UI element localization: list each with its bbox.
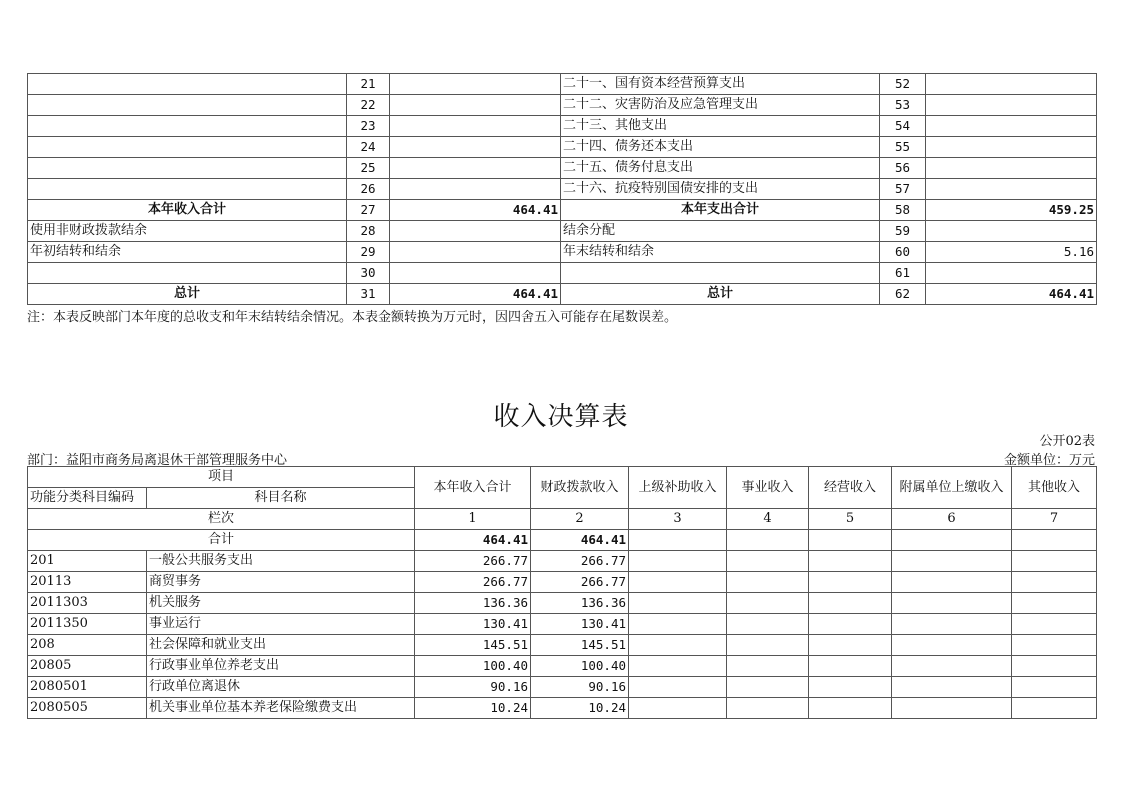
total-row <box>28 530 1097 551</box>
left-label <box>28 179 347 200</box>
amount-cell <box>629 551 727 572</box>
page-title: 收入决算表 <box>493 402 629 432</box>
summary-row <box>28 95 1097 116</box>
amount-cell <box>892 551 1012 572</box>
right-amount <box>926 263 1097 284</box>
left-line-number: 21 <box>347 74 390 95</box>
amount-cell <box>1012 572 1097 593</box>
amount-cell <box>629 593 727 614</box>
amount-cell <box>892 677 1012 698</box>
amount-cell <box>892 656 1012 677</box>
lanci-row <box>28 509 1097 530</box>
total-value <box>727 530 809 551</box>
amount-cell <box>727 635 809 656</box>
right-line-number: 59 <box>880 221 926 242</box>
table-row <box>28 614 1097 635</box>
department-label: 部门：益阳市商务局离退休干部管理服务中心 <box>27 453 288 468</box>
total-value <box>1012 530 1097 551</box>
total-value <box>629 530 727 551</box>
amount-cell <box>892 635 1012 656</box>
right-label: 结余分配 <box>561 221 880 242</box>
subject-code: 2080501 <box>28 677 147 698</box>
header-col-1: 本年收入合计 <box>415 467 531 509</box>
left-amount <box>390 179 561 200</box>
total-value: 464.41 <box>415 530 531 551</box>
summary-row <box>28 200 1097 221</box>
amount-cell <box>629 572 727 593</box>
col-number: 6 <box>892 509 1012 530</box>
col-number: 4 <box>727 509 809 530</box>
right-line-number: 55 <box>880 137 926 158</box>
amount-cell: 136.36 <box>531 593 629 614</box>
amount-cell: 145.51 <box>531 635 629 656</box>
table-row <box>28 656 1097 677</box>
amount-cell <box>809 698 892 719</box>
right-amount <box>926 137 1097 158</box>
subject-code: 2011350 <box>28 614 147 635</box>
amount-cell <box>629 698 727 719</box>
left-amount <box>390 242 561 263</box>
amount-cell <box>727 614 809 635</box>
amount-cell: 266.77 <box>415 551 531 572</box>
amount-cell <box>809 572 892 593</box>
amount-cell <box>892 572 1012 593</box>
amount-cell <box>809 656 892 677</box>
left-line-number: 25 <box>347 158 390 179</box>
table-note: 注：本表反映部门本年度的总收支和年末结转结余情况。本表金额转换为万元时，因四舍五入可能存在尾数误差。 <box>27 310 678 325</box>
income-table <box>27 466 1097 719</box>
summary-row <box>28 137 1097 158</box>
subject-name: 机关事业单位基本养老保险缴费支出 <box>147 698 415 719</box>
summary-row <box>28 221 1097 242</box>
subject-code: 201 <box>28 551 147 572</box>
amount-cell <box>1012 614 1097 635</box>
subject-name: 机关服务 <box>147 593 415 614</box>
amount-cell <box>1012 635 1097 656</box>
amount-cell <box>809 551 892 572</box>
amount-cell: 10.24 <box>531 698 629 719</box>
col-number: 7 <box>1012 509 1097 530</box>
right-label: 二十六、抗疫特别国债安排的支出 <box>561 179 880 200</box>
amount-cell <box>727 656 809 677</box>
right-label: 二十二、灾害防治及应急管理支出 <box>561 95 880 116</box>
subject-code: 2080505 <box>28 698 147 719</box>
amount-cell: 266.77 <box>531 572 629 593</box>
left-line-number: 31 <box>347 284 390 305</box>
total-value <box>809 530 892 551</box>
left-label: 使用非财政拨款结余 <box>28 221 347 242</box>
amount-cell <box>809 677 892 698</box>
left-line-number: 30 <box>347 263 390 284</box>
header-code: 功能分类科目编码 <box>28 488 147 509</box>
header-col-4: 事业收入 <box>727 467 809 509</box>
left-amount <box>390 116 561 137</box>
right-label <box>561 263 880 284</box>
amount-unit-label: 金额单位：万元 <box>1003 453 1095 468</box>
summary-row <box>28 116 1097 137</box>
left-line-number: 26 <box>347 179 390 200</box>
amount-cell <box>809 614 892 635</box>
amount-cell: 130.41 <box>415 614 531 635</box>
left-amount <box>390 137 561 158</box>
form-number: 公开02表 <box>1039 434 1095 449</box>
left-amount <box>390 74 561 95</box>
amount-cell: 266.77 <box>531 551 629 572</box>
subject-name: 社会保障和就业支出 <box>147 635 415 656</box>
left-amount: 464.41 <box>390 284 561 305</box>
subject-code: 2011303 <box>28 593 147 614</box>
summary-row <box>28 158 1097 179</box>
col-number: 2 <box>531 509 629 530</box>
summary-row <box>28 242 1097 263</box>
table-row <box>28 698 1097 719</box>
right-label: 二十三、其他支出 <box>561 116 880 137</box>
col-number: 1 <box>415 509 531 530</box>
amount-cell <box>629 677 727 698</box>
left-amount <box>390 158 561 179</box>
right-line-number: 60 <box>880 242 926 263</box>
right-amount: 464.41 <box>926 284 1097 305</box>
right-label: 二十一、国有资本经营预算支出 <box>561 74 880 95</box>
amount-cell: 100.40 <box>531 656 629 677</box>
left-line-number: 22 <box>347 95 390 116</box>
subject-name: 行政单位离退休 <box>147 677 415 698</box>
left-label <box>28 95 347 116</box>
amount-cell <box>1012 698 1097 719</box>
amount-cell: 266.77 <box>415 572 531 593</box>
amount-cell: 136.36 <box>415 593 531 614</box>
amount-cell <box>629 635 727 656</box>
right-line-number: 57 <box>880 179 926 200</box>
summary-row <box>28 284 1097 305</box>
amount-cell <box>629 614 727 635</box>
right-amount <box>926 158 1097 179</box>
summary-row <box>28 74 1097 95</box>
header-col-2: 财政拨款收入 <box>531 467 629 509</box>
table-row <box>28 551 1097 572</box>
header-col-7: 其他收入 <box>1012 467 1097 509</box>
left-label <box>28 158 347 179</box>
left-amount: 464.41 <box>390 200 561 221</box>
left-amount <box>390 263 561 284</box>
right-line-number: 54 <box>880 116 926 137</box>
summary-table <box>27 73 1097 305</box>
amount-cell <box>727 593 809 614</box>
amount-cell <box>892 593 1012 614</box>
total-value <box>892 530 1012 551</box>
left-line-number: 29 <box>347 242 390 263</box>
right-line-number: 52 <box>880 74 926 95</box>
right-amount <box>926 74 1097 95</box>
subject-name: 行政事业单位养老支出 <box>147 656 415 677</box>
header-item: 项目 <box>28 467 415 488</box>
subject-code: 20113 <box>28 572 147 593</box>
left-label: 本年收入合计 <box>28 200 347 221</box>
right-amount: 5.16 <box>926 242 1097 263</box>
left-amount <box>390 221 561 242</box>
left-label <box>28 263 347 284</box>
amount-cell: 130.41 <box>531 614 629 635</box>
amount-cell <box>892 698 1012 719</box>
right-amount: 459.25 <box>926 200 1097 221</box>
left-line-number: 27 <box>347 200 390 221</box>
table-row <box>28 593 1097 614</box>
header-row-1 <box>28 467 1097 488</box>
amount-cell <box>727 551 809 572</box>
left-line-number: 23 <box>347 116 390 137</box>
left-label <box>28 137 347 158</box>
left-label: 总计 <box>28 284 347 305</box>
table-row <box>28 635 1097 656</box>
right-amount <box>926 95 1097 116</box>
header-col-5: 经营收入 <box>809 467 892 509</box>
summary-row <box>28 179 1097 200</box>
right-label: 总计 <box>561 284 880 305</box>
amount-cell <box>727 698 809 719</box>
amount-cell: 145.51 <box>415 635 531 656</box>
subject-code: 208 <box>28 635 147 656</box>
right-amount <box>926 179 1097 200</box>
right-line-number: 58 <box>880 200 926 221</box>
amount-cell: 100.40 <box>415 656 531 677</box>
table-row <box>28 572 1097 593</box>
left-amount <box>390 95 561 116</box>
header-col-3: 上级补助收入 <box>629 467 727 509</box>
right-amount <box>926 116 1097 137</box>
total-value: 464.41 <box>531 530 629 551</box>
right-label: 本年支出合计 <box>561 200 880 221</box>
right-line-number: 62 <box>880 284 926 305</box>
amount-cell <box>809 635 892 656</box>
amount-cell <box>1012 593 1097 614</box>
col-number: 5 <box>809 509 892 530</box>
amount-cell <box>727 572 809 593</box>
header-name: 科目名称 <box>147 488 415 509</box>
left-label <box>28 74 347 95</box>
left-line-number: 24 <box>347 137 390 158</box>
right-line-number: 53 <box>880 95 926 116</box>
table-row <box>28 677 1097 698</box>
right-label: 年末结转和结余 <box>561 242 880 263</box>
col-number: 3 <box>629 509 727 530</box>
subject-code: 20805 <box>28 656 147 677</box>
amount-cell <box>892 614 1012 635</box>
amount-cell <box>629 656 727 677</box>
right-label: 二十五、债务付息支出 <box>561 158 880 179</box>
amount-cell: 10.24 <box>415 698 531 719</box>
subject-name: 一般公共服务支出 <box>147 551 415 572</box>
left-label: 年初结转和结余 <box>28 242 347 263</box>
left-line-number: 28 <box>347 221 390 242</box>
subject-name: 商贸事务 <box>147 572 415 593</box>
amount-cell <box>809 593 892 614</box>
total-label: 合计 <box>28 530 415 551</box>
amount-cell: 90.16 <box>531 677 629 698</box>
amount-cell: 90.16 <box>415 677 531 698</box>
right-amount <box>926 221 1097 242</box>
amount-cell <box>1012 677 1097 698</box>
lanci-label: 栏次 <box>28 509 415 530</box>
amount-cell <box>1012 656 1097 677</box>
right-line-number: 61 <box>880 263 926 284</box>
right-line-number: 56 <box>880 158 926 179</box>
header-col-6: 附属单位上缴收入 <box>892 467 1012 509</box>
right-label: 二十四、债务还本支出 <box>561 137 880 158</box>
left-label <box>28 116 347 137</box>
amount-cell <box>727 677 809 698</box>
amount-cell <box>1012 551 1097 572</box>
summary-row <box>28 263 1097 284</box>
subject-name: 事业运行 <box>147 614 415 635</box>
